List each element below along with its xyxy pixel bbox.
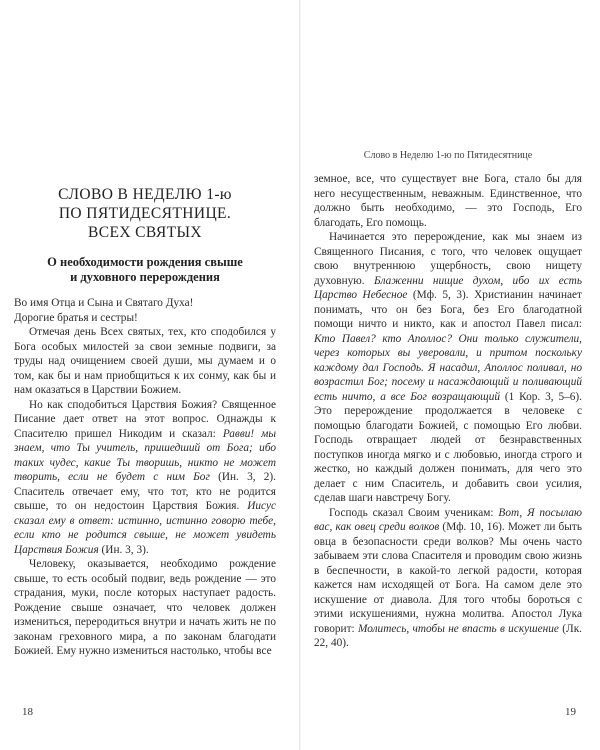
paragraph: Отмечая день Всех святых, тех, кто сподобился у Бога особых милостей за свои земные подвиги, за труды над очищением своей души, мы думаем и о том, как бы и нам приобщиться к их сонму, как бы и нам оказаться в Царствии Божием.	[14, 326, 276, 396]
scripture-quote: Блаженни нищие духом, ибо их есть Царство Небесное	[314, 274, 582, 301]
text-run: Господь сказал Своим ученикам:	[329, 506, 499, 519]
running-header: Слово в Неделю 1-ю по Пятидесятнице	[363, 150, 533, 161]
page-fold	[299, 0, 301, 750]
chapter-title-line: ПО ПЯТИДЕСЯТНИЦЕ.	[58, 205, 232, 222]
text-run: (Лк. 22, 40).	[314, 622, 583, 649]
chapter-subtitle	[14, 255, 276, 285]
paragraph	[314, 230, 582, 506]
greeting: Во имя Отца и Сына и Святаго Духа!	[14, 297, 194, 309]
page-number-left: 18	[22, 706, 33, 718]
scripture-quote: Молитесь, чтобы не впасть в искушение	[358, 622, 559, 635]
text-run: Начинается это перерождение, как мы знаем из Священного Писания, с того, что человек ощущает свою внутреннюю ущербность, свою нищету духовную.	[314, 231, 582, 287]
chapter-subtitle-line: и духовного перерождения	[70, 270, 220, 284]
paragraph: Человеку, оказывается, необходимо рождение свыше, то есть особый подвиг, ведь рождение — это страдания, муки, после которых наступает радость. Рождение свыше означает, что человек должен измениться, переродиться внутри и начать жить не по законам греховного мира, а по законам благодати Божией. Ему нужно измениться настолько, чтобы все	[14, 558, 276, 657]
text-run: (Ин. 3, 2). Спаситель отвечает ему, что тот, кто не родится свыше, то он недостоин Царствия Божия.	[14, 471, 276, 512]
page-number-right: 19	[565, 706, 576, 718]
text-run: (1 Кор. 3, 5–6). Это перерождение продолжается в человеке с помощью благодати Божией, с помощью Его любви. Господь отвращает людей от безнравственных поступков иногда мягко и с любовью, иногда строго и жестко, но каждый должен понимать, для чего это делает с ним Спаситель, и добавить свои усилия, сделав шаги навстречу Богу.	[314, 390, 583, 504]
chapter-title-line: СЛОВО В НЕДЕЛЮ 1-ю	[58, 186, 232, 203]
paragraph: земное, все, что существует вне Бога, стало бы для него несущественным, неважным. Единственное, что должно быть необходимо, — это Господь, Его благодать, Его помощь.	[314, 173, 582, 229]
text-run: Но как сподобиться Царствия Божия? Священное Писание дает ответ на этот вопрос. Однажды к Спасителю пришел Никодим и сказал:	[14, 398, 276, 440]
scripture-quote: Равви! мы знаем, что Ты учитель, пришедший от Бога; ибо таких чудес, какие Ты творишь, никто не может творить, если не будет с ним Бог	[14, 427, 276, 483]
scripture-quote: Вот, Я посылаю вас, как овец среди волков	[314, 506, 583, 533]
chapter-title-line: ВСЕХ СВЯТЫХ	[87, 224, 203, 241]
right-page	[314, 150, 582, 651]
paragraph	[14, 398, 276, 558]
chapter-subtitle-line: О необходимости рождения свыше	[47, 255, 243, 269]
scripture-quote: Кто Павел? кто Аполлос? Они только служители, через которых вы уверовали, и притом поскольку каждому дал Господь. Я насадил, Аполлос поливал, но возрастил Бог; посему и насаждающий и поливающий есть ничто, а все Бог возращающий	[314, 332, 582, 403]
left-page	[14, 185, 276, 659]
text-run: (Мф. 10, 16). Может ли быть овца в безопасности среди волков? Мы очень часто забываем эти слова Спасителя и проводим свою жизнь в беспечности, в какой-то легкой радости, которая кажется нам исходящей от Бога. На самом деле это искушение от диавола. Для того чтобы бороться с этими искушениями, нужна молитва. Апостол Лука говорит:	[314, 521, 582, 635]
greeting: Дорогие братья и сестры!	[14, 311, 138, 324]
text-run: (Ин. 3, 3).	[98, 543, 149, 556]
scripture-quote: Иисус сказал ему в ответ: истинно, истинно говорю тебе, если кто не родится свыше, не может увидеть Царствия Божия	[14, 500, 276, 556]
text-run: (Мф. 5, 3). Христианин начинает понимать, что он без Бога, без Его благодатной помощи ничто и никто, как и апостол Павел писал:	[314, 289, 582, 330]
paragraph	[314, 506, 582, 651]
chapter-title	[14, 185, 276, 242]
